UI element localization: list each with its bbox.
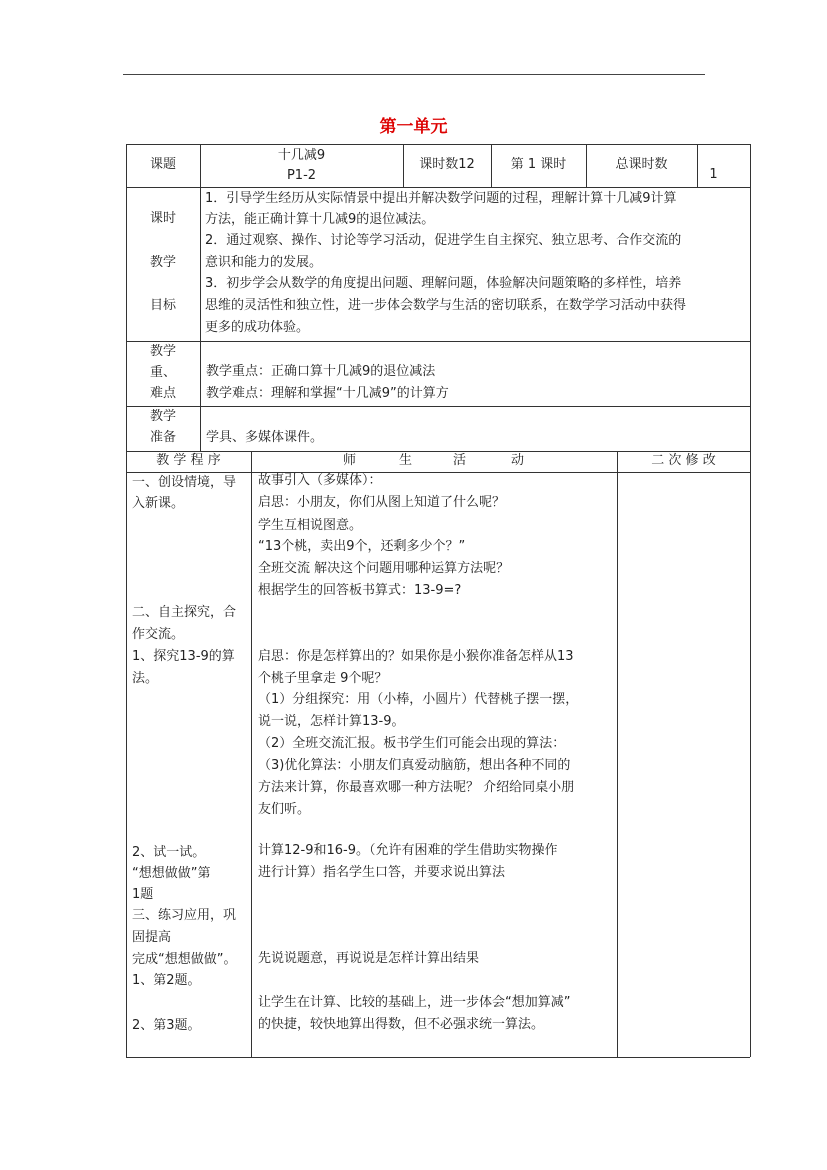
total-hours-value: 1 xyxy=(709,167,718,182)
topic-pages: P1-2 xyxy=(286,168,317,183)
goals-label-3: 目标 xyxy=(149,298,176,313)
procedure-line: 固提高 xyxy=(132,930,172,945)
activity-line: （2）全班交流汇报。板书学生们可能会出现的算法： xyxy=(258,736,566,751)
header-rule xyxy=(123,74,705,75)
activity-line: （3)优化算法：小朋友们真爱动脑筋，想出各种不同的 xyxy=(258,758,571,773)
procedure-line: 作交流。 xyxy=(132,627,185,642)
prep-label-2: 准备 xyxy=(149,430,176,445)
activity-line: 让学生在计算、比较的基础上，进一步体会“想加算减” xyxy=(258,995,571,1010)
teaching-difficulty: 教学难点：理解和掌握“十几减9”的计算方 xyxy=(206,386,449,401)
procedure-line: 法。 xyxy=(132,671,159,686)
activity-line: 全班交流 解决这个问题用哪种运算方法呢？ xyxy=(258,561,510,576)
keypoints-label-3: 难点 xyxy=(149,386,176,401)
prep-label-1: 教学 xyxy=(149,409,176,424)
goal-line: 2．通过观察、操作、讨论等学习活动，促进学生自主探究、独立思考、合作交流的 xyxy=(205,233,682,248)
total-hours-label: 总课时数 xyxy=(615,157,668,172)
goals-label-1: 课时 xyxy=(149,211,176,226)
hours-label: 课时数12 xyxy=(419,157,475,172)
activity-line: 计算12-9和16-9。（允许有困难的学生借助实物操作 xyxy=(258,843,558,858)
teaching-focus: 教学重点：正确口算十几减9的退位减法 xyxy=(206,364,436,379)
activity-line: 说一说，怎样计算13-9。 xyxy=(258,714,405,729)
activity-line: 方法来计算，你最喜欢哪一种方法呢？ 介绍给同桌小朋 xyxy=(258,780,575,795)
procedure-line: 完成“想想做做”。 xyxy=(132,952,237,967)
preparation-content: 学具、多媒体课件。 xyxy=(206,430,324,445)
activity-line: 根据学生的回答板书算式：13-9=? xyxy=(258,583,462,598)
procedure-line: 二、自主探究，合 xyxy=(132,605,237,620)
goals-label-2: 教学 xyxy=(149,255,176,270)
activity-line: （1）分组探究：用（小棒，小圆片）代替桃子摆一摆， xyxy=(258,692,579,707)
activity-line: 故事引入（多媒体）： xyxy=(258,473,382,488)
procedure-line: 2、第3题。 xyxy=(132,1018,201,1033)
activity-header-2: 生 xyxy=(399,453,413,468)
activity-line: “13个桃，卖出9个，还剩多少个？” xyxy=(258,539,466,554)
goal-line: 1．引导学生经历从实际情景中提出并解决数学问题的过程，理解计算十几减9计算 xyxy=(205,191,677,206)
activity-line: 的快捷，较快地算出得数，但不必强求统一算法。 xyxy=(258,1017,545,1032)
activity-line: 学生互相说图意。 xyxy=(258,518,363,533)
activity-header-1: 师 xyxy=(343,453,357,468)
unit-title: 第一单元 xyxy=(379,117,448,137)
activity-header-4: 动 xyxy=(511,453,525,468)
procedure-line: 1、探究13-9的算 xyxy=(132,649,235,664)
activity-line: 友们听。 xyxy=(258,802,311,817)
activity-line: 进行计算）指名学生口答，并要求说出算法 xyxy=(258,865,506,880)
procedure-line: “想想做做”第 xyxy=(132,866,211,881)
topic-label: 课题 xyxy=(149,157,176,172)
procedure-line: 1、第2题。 xyxy=(132,973,201,988)
keypoints-label-1: 教学 xyxy=(149,344,176,359)
goal-line: 更多的成功体验。 xyxy=(205,320,310,335)
topic-name: 十几减9 xyxy=(277,148,326,163)
procedure-line: 入新课。 xyxy=(132,496,185,511)
goal-line: 思维的灵活性和独立性，进一步体会数学与生活的密切联系，在数学学习活动中获得 xyxy=(205,298,687,313)
goal-line: 3．初步学会从数学的角度提出问题、理解问题，体验解决问题策略的多样性，培养 xyxy=(205,276,682,291)
procedure-header: 教 学 程 序 xyxy=(156,453,221,468)
activity-line: 先说说题意，再说说是怎样计算出结果 xyxy=(258,951,480,966)
goal-line: 意识和能力的发展。 xyxy=(205,255,323,270)
keypoints-label-2: 重、 xyxy=(149,365,176,380)
revision-header: 二 次 修 改 xyxy=(651,453,716,468)
activity-line: 启思：你是怎样算出的？如果你是小猴你准备怎样从13 xyxy=(258,649,574,664)
procedure-line: 三、练习应用，巩 xyxy=(132,908,237,923)
activity-line: 启思：小朋友，你们从图上知道了什么呢？ xyxy=(258,495,506,510)
procedure-line: 2、试一试。 xyxy=(132,845,206,860)
lesson-number: 第 1 课时 xyxy=(510,157,567,172)
goal-line: 方法，能正确计算十几减9的退位减法。 xyxy=(205,212,435,227)
procedure-line: 一、创设情境，导 xyxy=(132,475,237,490)
activity-header-3: 活 xyxy=(453,453,467,468)
activity-line: 个桃子里拿走 9个呢？ xyxy=(258,671,388,686)
procedure-line: 1题 xyxy=(132,887,154,902)
